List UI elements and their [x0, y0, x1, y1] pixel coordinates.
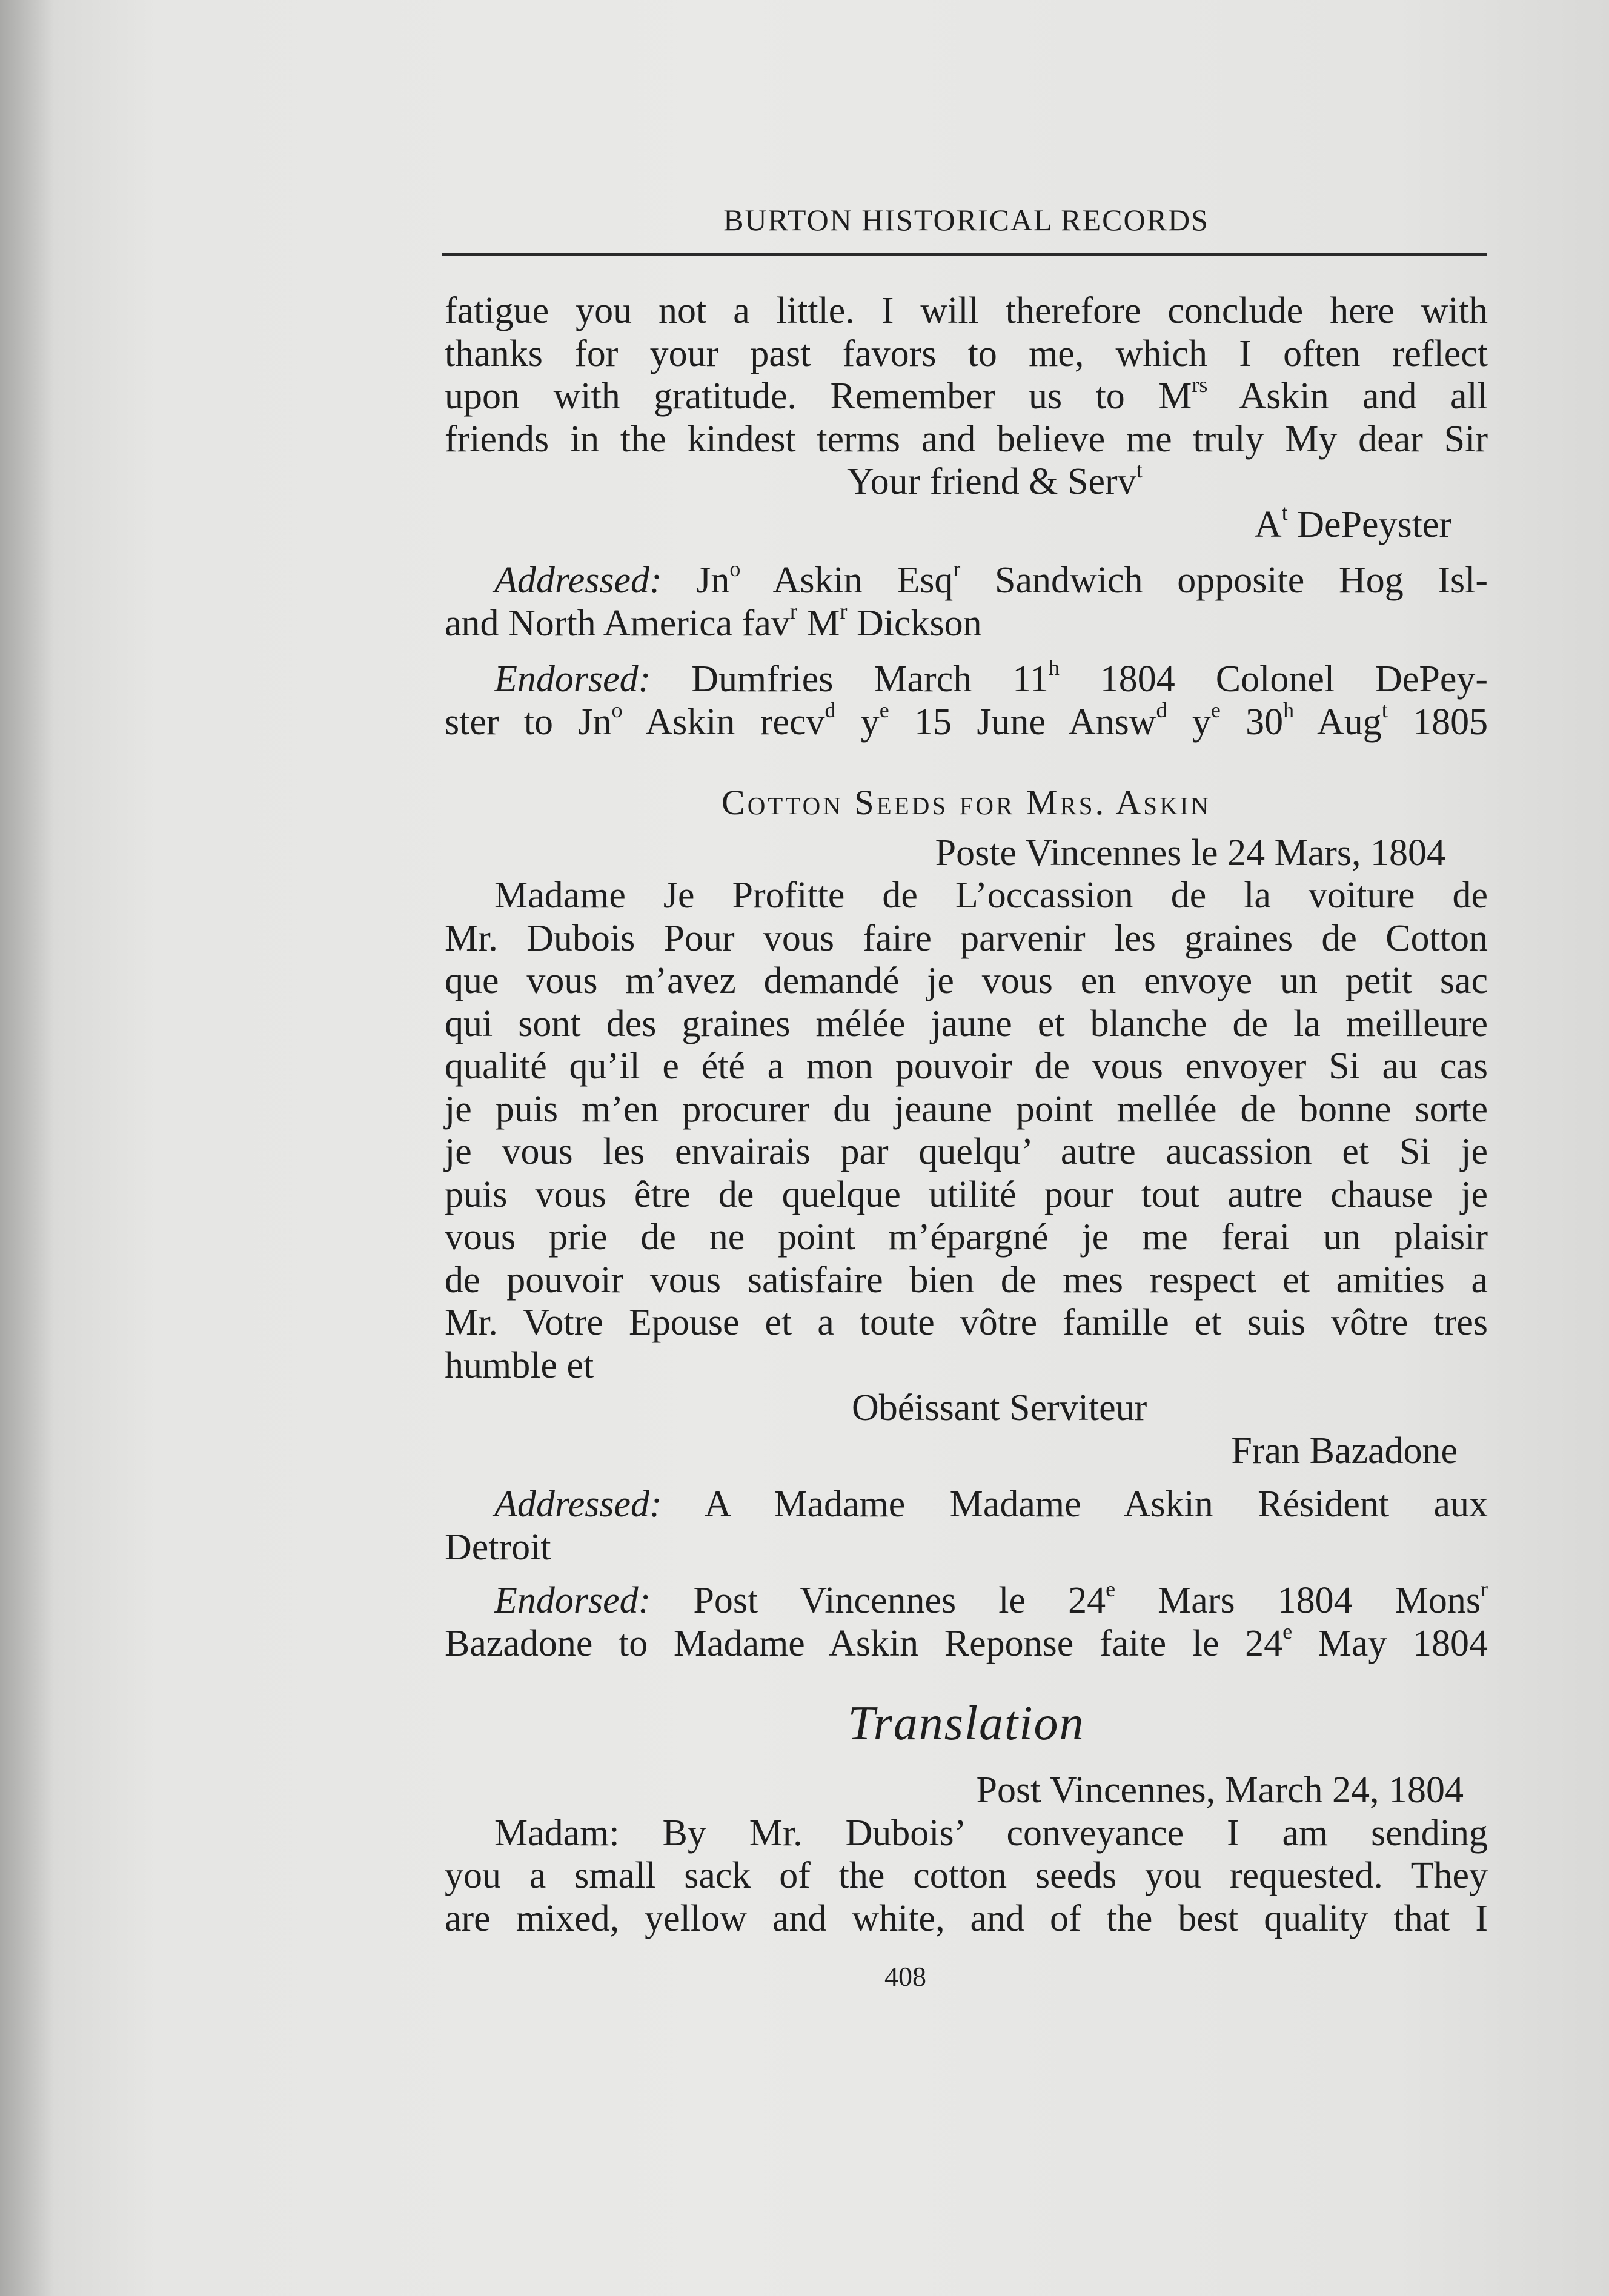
letter-bazadone: [445, 781, 1488, 1665]
addressed-line: Addressed: Jn$^o$ Askin Esq$^r$ Sandwich opposite Hog Isl-: [494, 556, 1488, 601]
signature: $A^t$ DePeyster: [1254, 500, 1451, 545]
signature: Fran Bazadone: [1231, 1430, 1458, 1471]
text-line: humble et: [445, 1344, 594, 1386]
addressed-line: Addressed: A Madame Madame Askin Résident aux: [494, 1484, 1488, 1525]
endorsed-line: ster to Jn$^o$ Askin recv$^d$ $y^e$ 15 June Answ$^d$ $y^e$ 30$^h$ Aug$^t$ 1805: [445, 698, 1488, 743]
closing: Obéissant Serviteur: [852, 1387, 1147, 1428]
endorsed-label: Endorsed:: [494, 659, 651, 700]
text-line: puis vous être de quelque utilité pour tout autre chause je: [445, 1173, 1488, 1215]
text-line: que vous m’avez demandé je vous en envoye un petit sac: [445, 960, 1488, 1001]
addressed-label: Addressed:: [494, 1484, 662, 1525]
text-line: upon with gratitude. Remember us to $M^{rs}$ Askin and all: [445, 372, 1488, 417]
endorsed-line: Bazadone to Madame Askin Reponse faite le 24e May 1804: [445, 1619, 1488, 1664]
text-line: qualité qu’il e été a mon pouvoir de vous envoyer Si au cas: [445, 1046, 1488, 1087]
addressed-line: Detroit: [445, 1526, 551, 1568]
text-line: are mixed, yellow and white, and of the best quality that I: [445, 1897, 1488, 1939]
dateline: Poste Vincennes le 24 Mars, 1804: [935, 832, 1445, 874]
endorsed-line: Endorsed: Dumfries March 11$^h$ 1804 Colonel DePey-: [494, 655, 1488, 700]
addressed-label: Addressed:: [494, 560, 662, 601]
text-line: Madam: By Mr. Dubois’ conveyance I am sending: [494, 1812, 1488, 1854]
closing: Your friend & Serv$^t$: [847, 457, 1143, 502]
text-line: de pouvoir vous satisfaire bien de mes respect et amities a: [445, 1259, 1488, 1301]
addressed-line: and North America fav$^r$ $M^r$ Dickson: [445, 599, 982, 644]
text-line: vous prie de ne point m’épargné je me ferai un plaisir: [445, 1216, 1488, 1258]
endorsed-label: Endorsed:: [494, 1580, 651, 1621]
letter-depeyster: [445, 290, 1488, 743]
text-line: thanks for your past favors to me, which I often reflect: [445, 333, 1488, 374]
text-line: qui sont des graines mélée jaune et blanche de la meilleure: [445, 1003, 1488, 1044]
translation: [445, 1696, 1488, 1940]
text-line: Mr. Votre Epouse et a toute vôtre famille et suis vôtre tres: [445, 1302, 1488, 1343]
header-rule: [442, 253, 1487, 256]
page-number: 408: [884, 1961, 926, 1992]
binding-shadow: [0, 0, 55, 2296]
text-line: friends in the kindest terms and believe me truly My dear Sir: [445, 418, 1488, 460]
text-line: Madame Je Profitte de L’occassion de la voiture de: [494, 875, 1488, 916]
french-body: [445, 874, 1488, 1387]
text-line: je vous les envairais par quelqu’ autre aucassion et Si je: [445, 1131, 1488, 1172]
section-title: Cotton Seeds for Mrs. Askin: [722, 783, 1211, 822]
running-head: BURTON HISTORICAL RECORDS: [723, 203, 1209, 237]
text-line: fatigue you not a little. I will therefore conclude here with: [445, 290, 1488, 331]
text-line: je puis m’en procurer du jeaune point mellée de bonne sorte: [445, 1088, 1488, 1130]
endorsed-line: Endorsed: Post Vincennes le 24e Mars 1804 Mons$^r$: [494, 1576, 1488, 1621]
text-line: you a small sack of the cotton seeds you requested. They: [445, 1855, 1488, 1896]
text-line: Mr. Dubois Pour vous faire parvenir les graines de Cotton: [445, 917, 1488, 959]
translation-title: Translation: [848, 1697, 1085, 1750]
dateline: Post Vincennes, March 24, 1804: [976, 1770, 1464, 1811]
